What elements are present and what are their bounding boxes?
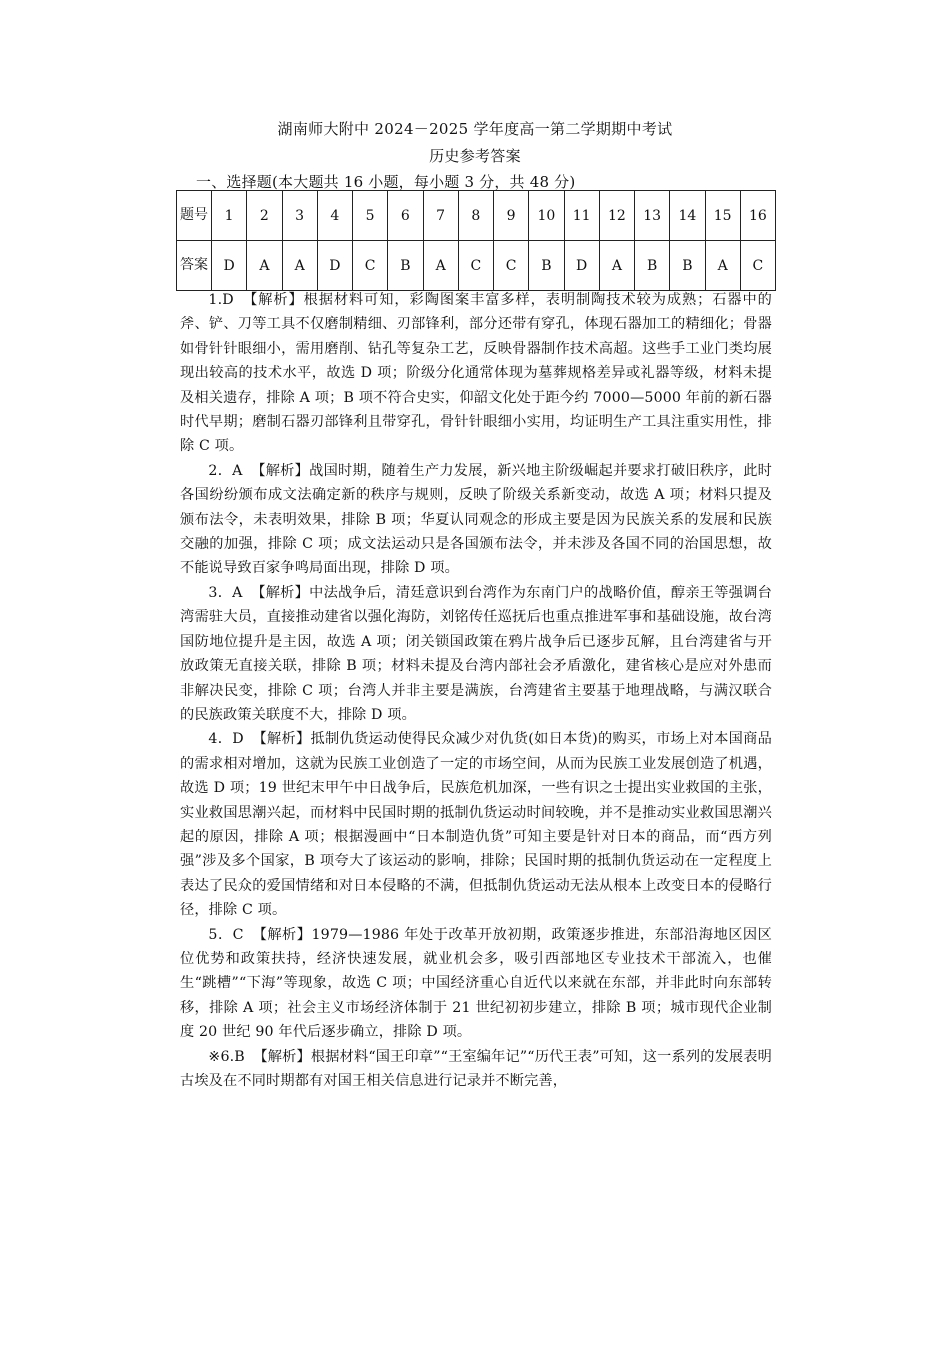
question-number: 3 (282, 191, 317, 241)
answer-cell: B (529, 241, 564, 291)
explanation-label: ※6.B (208, 1048, 245, 1065)
explanation-paragraph (180, 288, 772, 459)
answer-cell: B (388, 241, 423, 291)
answer-cell: A (705, 241, 740, 291)
explanation-label: 4．D (208, 731, 244, 748)
question-number: 15 (705, 191, 740, 241)
answer-cell: D (564, 241, 599, 291)
document-title: 湖南师大附中 2024－2025 学年度高一第二学期期中考试 (277, 120, 673, 138)
explanation-text: 【解析】战国时期，随着生产力发展，新兴地主阶级崛起并要求打破旧秩序，此时各国纷纷颁布成文法确定新的秩序与规则，反映了阶级关系新变动，故选 A 项；材料只提及颁布法令，未表明效果，排除 B 项；华夏认同观念的形成主要是因为民族关系的发展和民族交融的加强，排除 C 项；成文法运动只是各国颁布法令，并未涉及各国不同的治国思想，故不能说导致百家争鸣局面出现，排除 D 项。 (180, 462, 772, 577)
explanation-label: 3．A (208, 584, 243, 601)
answer-cell: B (670, 241, 705, 291)
explanation-text: 【解析】抵制仇货运动使得民众减少对仇货(如日本货)的购买，市场上对本国商品的需求相对增加，这就为民族工业创造了一定的市场空间，从而为民族工业发展创造了机遇，故选 D 项；19 世纪末甲午中日战争后，民族危机加深，一些有识之士提出实业救国的主张，实业救国思潮兴起，而材料中民国时期的抵制仇货运动时间较晚，并不是推动实业救国思潮兴起的原因，排除 A 项；根据漫画中“日本制造仇货”可知主要是针对日本的商品，而“西方列强”涉及多个国家，B 项夸大了该运动的影响，排除；民国时期的抵制仇货运动在一定程度上表达了民众的爱国情绪和对日本侵略的不满，但抵制仇货运动无法从根本上改变日本的侵略行径，排除 C 项。 (180, 731, 773, 919)
row-label-question: 题号 (177, 191, 212, 241)
explanation-text: 【解析】根据材料可知，彩陶图案丰富多样，表明制陶技术较为成熟；石器中的斧、铲、刀等工具不仅磨制精细、刃部锋利，部分还带有穿孔，体现石器加工的精细化；骨器如骨针针眼细小，需用磨削、钻孔等复杂工艺，反映骨器制作技术高超。这些手工业门类均展现出较高的技术水平，故选 D 项；阶级分化通常体现为墓葬规格差异或礼器等级，材料未提及相关遗存，排除 A 项；B 项不符合史实，仰韶文化处于距今约 7000—5000 年前的新石器时代早期；磨制石器刃部锋利且带穿孔，骨针针眼细小实用，均证明生产工具注重实用性，排除 C 项。 (180, 292, 772, 455)
answer-table (176, 190, 776, 291)
explanation-paragraph (180, 727, 772, 922)
answer-row (177, 241, 776, 291)
answer-cell: C (353, 241, 388, 291)
explanation-label: 1.D (208, 292, 234, 308)
explanation-text: 【解析】1979—1986 年处于改革开放初期，政策逐步推进，东部沿海地区因区位优势和政策扶持，经济快速发展，就业机会多，吸引西部地区专业技术干部流入，也催生“跳槽”“下海”等现象，故选 C 项；中国经济重心自近代以来就在东部，并非此时向东部转移，排除 A 项；社会主义市场经济体制于 21 世纪初初步建立，排除 B 项；城市现代企业制度 20 世纪 90 年代后逐步确立，排除 D 项。 (180, 926, 772, 1041)
question-number: 13 (635, 191, 670, 241)
question-number: 7 (423, 191, 458, 241)
answer-cell: A (247, 241, 282, 291)
explanation-text: 【解析】中法战争后，清廷意识到台湾作为东南门户的战略价值，醇亲王等强调台湾需驻大员，直接推动建省以强化海防，刘铭传任巡抚后也重点推进军事和基础设施，故台湾国防地位提升是主因，故选 A 项；闭关锁国政策在鸦片战争后已逐步瓦解，且台湾建省与开放政策无直接关联，排除 B 项；材料未提及台湾内部社会矛盾激化，建省核心是应对外患而非解决民变，排除 C 项；台湾人并非主要是满族，台湾建省主要基于地理战略，与满汉联合的民族政策关联度不大，排除 D 项。 (180, 584, 772, 723)
question-number: 1 (212, 191, 247, 241)
answer-cell: C (740, 241, 775, 291)
explanation-paragraph (180, 581, 772, 727)
explanation-paragraph (180, 1045, 772, 1094)
question-number: 8 (458, 191, 493, 241)
answer-cell: B (635, 241, 670, 291)
explanation-label: 2．A (208, 462, 243, 479)
explanation-label: 5．C (208, 926, 244, 943)
explanation-paragraph (180, 459, 772, 581)
question-number-row (177, 191, 776, 241)
question-number: 6 (388, 191, 423, 241)
question-number: 5 (353, 191, 388, 241)
question-number: 12 (599, 191, 634, 241)
question-number: 10 (529, 191, 564, 241)
answer-cell: C (494, 241, 529, 291)
row-label-answer: 答案 (177, 241, 212, 291)
answer-cell: D (317, 241, 352, 291)
question-number: 14 (670, 191, 705, 241)
answer-cell: C (458, 241, 493, 291)
question-number: 4 (317, 191, 352, 241)
answer-cell: A (599, 241, 634, 291)
question-number: 9 (494, 191, 529, 241)
question-number: 2 (247, 191, 282, 241)
explanation-paragraph (180, 923, 772, 1045)
question-number: 11 (564, 191, 599, 241)
explanation-text: 【解析】根据材料“国王印章”“王室编年记”“历代王表”可知，这一系列的发展表明古埃及在不同时期都有对国王相关信息进行记录并不断完善， (180, 1048, 772, 1089)
answer-cell: D (212, 241, 247, 291)
section-heading: 一、选择题(本大题共 16 小题，每小题 3 分，共 48 分) (196, 173, 576, 191)
answer-cell: A (282, 241, 317, 291)
answer-cell: A (423, 241, 458, 291)
explanations (180, 288, 772, 1093)
question-number: 16 (740, 191, 775, 241)
document-subtitle: 历史参考答案 (429, 147, 521, 165)
